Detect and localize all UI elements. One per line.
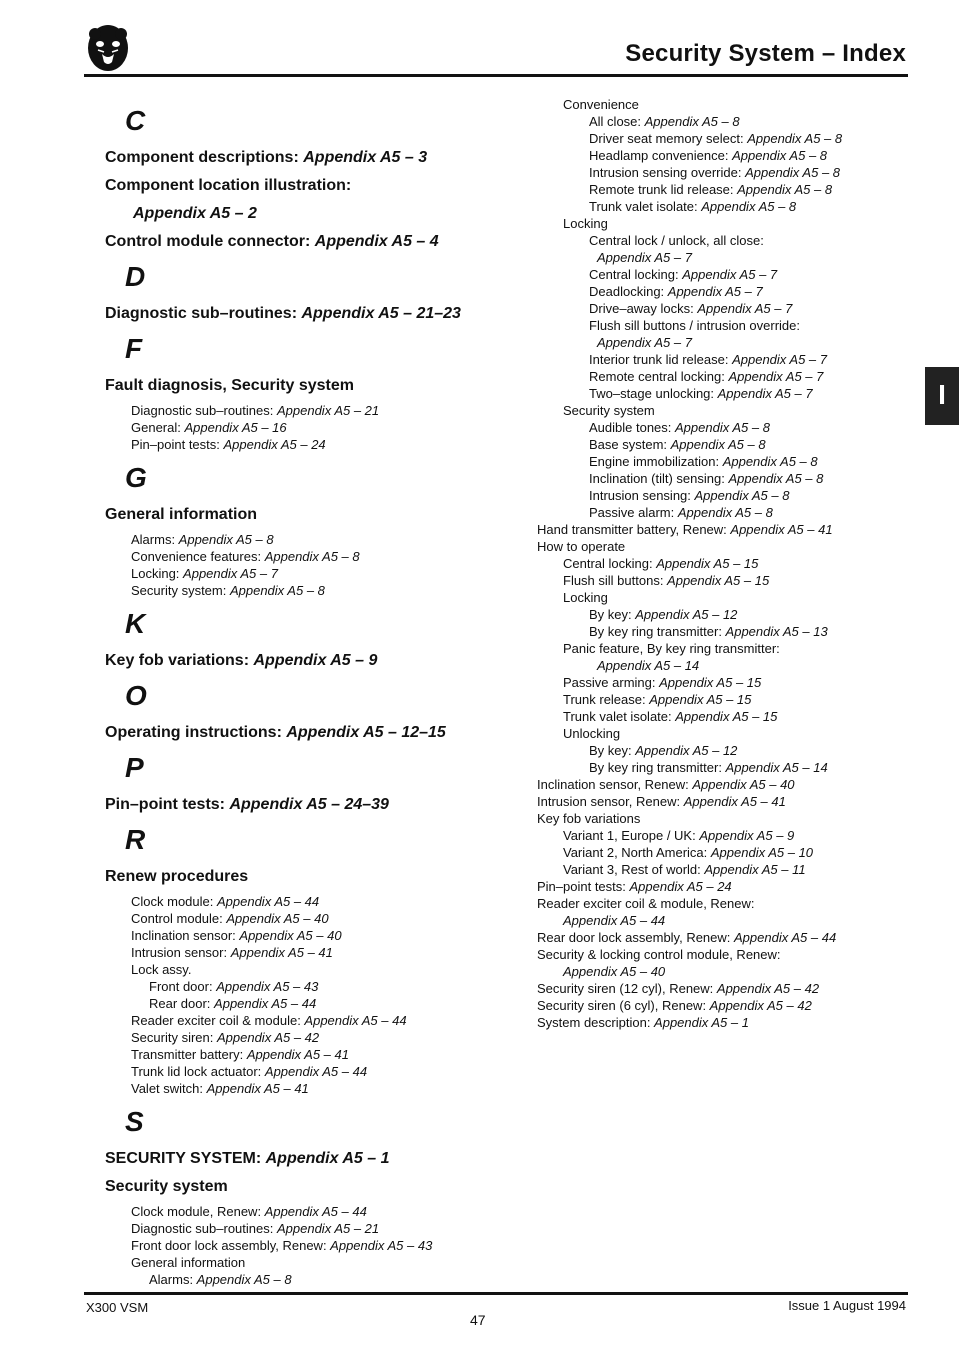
appendix-reference: Appendix A5 – 44 (216, 894, 320, 909)
section-tab-label: I (938, 379, 946, 410)
section-letter: F (125, 333, 143, 364)
entry-label: Intrusion sensor: (131, 945, 231, 960)
entry-label: Unlocking (563, 726, 621, 741)
entry-label: Variant 1, Europe / UK: (563, 828, 700, 843)
index-entry-level-2 (589, 759, 917, 776)
index-entry-level-2 (589, 198, 917, 215)
entry-label: Flush sill buttons / intrusion override: (589, 318, 800, 333)
entry-label: Central locking: (589, 267, 683, 282)
appendix-reference: Appendix A5 – 8 (737, 182, 833, 197)
section-tab-marker (925, 367, 959, 425)
appendix-reference: Appendix A5 – 9 (253, 652, 378, 669)
entry-label: Engine immobilization: (589, 454, 723, 469)
entry-label: Trunk lid lock actuator: (131, 1064, 265, 1079)
appendix-reference: Appendix A5 – 8 (675, 420, 770, 435)
appendix-reference: Appendix A5 – 8 (747, 131, 843, 146)
index-entry-level-1 (563, 725, 917, 742)
appendix-reference: Appendix A5 – 44 (563, 913, 666, 928)
appendix-reference: Appendix A5 – 15 (656, 556, 759, 571)
index-heading-entry (105, 795, 505, 815)
index-entry-level-2 (589, 164, 917, 181)
index-heading-entry (105, 867, 505, 887)
entry-label: Control module: (131, 911, 227, 926)
entry-label: Operating instructions: (105, 724, 287, 741)
appendix-reference: Appendix A5 – 41 (230, 945, 333, 960)
entry-label: Flush sill buttons: (563, 573, 668, 588)
entry-label: Hand transmitter battery, Renew: (537, 522, 731, 537)
index-entry-level-1 (563, 708, 917, 725)
index-left-column (105, 96, 505, 1288)
entry-label: Remote trunk lid release: (589, 182, 738, 197)
index-entry-level-1 (563, 691, 917, 708)
index-sub-sub-entry (149, 1271, 505, 1288)
entry-label: Security & locking control module, Renew: (537, 947, 781, 962)
entry-label: Trunk release: (563, 692, 650, 707)
index-entry-level-1 (563, 215, 917, 232)
entry-label: Pin–point tests: (105, 796, 230, 813)
appendix-reference: Appendix A5 – 42 (716, 981, 820, 996)
appendix-reference: Appendix A5 – 21–23 (301, 305, 461, 322)
entry-label: By key ring transmitter: (589, 624, 726, 639)
index-entry-level-0 (537, 1014, 917, 1031)
index-sub-entry (131, 1029, 505, 1046)
appendix-reference: Appendix A5 – 44 (734, 930, 837, 945)
appendix-reference: Appendix A5 – 15 (675, 709, 778, 724)
section-letter: G (125, 462, 147, 493)
index-entry-level-2 (589, 470, 917, 487)
entry-label: Inclination (tilt) sensing: (589, 471, 729, 486)
section-letter: O (125, 680, 147, 711)
index-sub-entry (131, 1254, 505, 1271)
entry-label: All close: (589, 114, 645, 129)
entry-label: Diagnostic sub–routines: (131, 1221, 277, 1236)
index-entry-level-2 (589, 487, 917, 504)
entry-label: Passive alarm: (589, 505, 678, 520)
appendix-reference: Appendix A5 – 43 (216, 979, 319, 994)
appendix-reference: Appendix A5 – 7 (697, 301, 793, 316)
section-letter: K (125, 608, 146, 639)
index-entry-level-1 (563, 861, 917, 878)
entry-label: Component location illustration: (105, 177, 352, 194)
entry-label: Locking (563, 216, 608, 231)
entry-label: Audible tones: (589, 420, 676, 435)
appendix-reference: Appendix A5 – 16 (184, 420, 287, 435)
entry-label: Central locking: (563, 556, 657, 571)
appendix-reference: Appendix A5 – 8 (745, 165, 841, 180)
appendix-reference: Appendix A5 – 15 (659, 675, 762, 690)
index-entry-level-1 (563, 640, 917, 657)
entry-label: Front door lock assembly, Renew: (131, 1238, 331, 1253)
entry-label: Convenience (563, 97, 639, 112)
index-sub-entry (131, 910, 505, 927)
entry-label: Locking: (131, 566, 184, 581)
entry-label: Locking (563, 590, 608, 605)
appendix-reference: Appendix A5 – 24–39 (229, 796, 389, 813)
index-right-column (537, 96, 917, 1031)
appendix-reference: Appendix A5 – 41 (206, 1081, 309, 1096)
entry-label: Rear door: (149, 996, 215, 1011)
entry-label: Intrusion sensing: (589, 488, 695, 503)
appendix-reference: Appendix A5 – 7 (597, 250, 692, 265)
section-letter: D (125, 261, 146, 292)
index-entry-level-2 (589, 130, 917, 147)
index-heading-entry (105, 232, 505, 252)
index-sub-sub-entry (149, 978, 505, 995)
entry-label: Security system (105, 1178, 228, 1195)
entry-label: Lock assy. (131, 962, 192, 977)
index-entry-level-3 (597, 657, 917, 674)
index-heading-entry (105, 505, 505, 525)
entry-label: Fault diagnosis, Security system (105, 377, 354, 394)
entry-label: Intrusion sensing override: (589, 165, 746, 180)
entry-label: Deadlocking: (589, 284, 668, 299)
entry-label: Clock module, Renew: (131, 1204, 265, 1219)
entry-label: Alarms: (131, 532, 179, 547)
index-entry-level-2 (589, 283, 917, 300)
entry-label: Variant 2, North America: (563, 845, 711, 860)
index-entry-level-0 (537, 538, 917, 555)
appendix-reference: Appendix A5 – 2 (133, 205, 257, 222)
appendix-reference: Appendix A5 – 7 (183, 566, 278, 581)
entry-label: Security siren: (131, 1030, 217, 1045)
entry-label: Passive arming: (563, 675, 660, 690)
entry-label: Key fob variations (537, 811, 641, 826)
index-heading-entry (105, 304, 505, 324)
index-entry-level-1 (563, 555, 917, 572)
footer-issue-date: Issue 1 August 1994 (788, 1298, 906, 1313)
index-sub-entry (131, 531, 505, 548)
appendix-reference: Appendix A5 – 21 (276, 403, 380, 418)
entry-label: Diagnostic sub–routines: (131, 403, 277, 418)
index-entry-level-0 (537, 878, 917, 895)
entry-label: Rear door lock assembly, Renew: (537, 930, 735, 945)
index-sub-sub-entry (149, 995, 505, 1012)
index-sub-entry (131, 893, 505, 910)
index-entry-level-2 (589, 742, 917, 759)
index-entry-level-2 (589, 351, 917, 368)
index-entry-level-1 (563, 844, 917, 861)
index-heading-entry (105, 1149, 505, 1169)
entry-label: Inclination sensor: (131, 928, 240, 943)
appendix-reference: Appendix A5 – 40 (563, 964, 666, 979)
entry-label: Drive–away locks: (589, 301, 698, 316)
section-letter: R (125, 824, 146, 855)
entry-label: Interior trunk lid release: (589, 352, 733, 367)
appendix-reference: Appendix A5 – 10 (710, 845, 814, 860)
index-entry-level-0 (537, 521, 917, 538)
entry-label: SECURITY SYSTEM: (105, 1150, 266, 1167)
entry-label: Base system: (589, 437, 671, 452)
appendix-reference: Appendix A5 – 12 (635, 607, 738, 622)
index-entry-level-3 (597, 249, 917, 266)
index-entry-level-0 (537, 810, 917, 827)
index-heading-entry (105, 1177, 505, 1197)
appendix-reference: Appendix A5 – 9 (699, 828, 795, 843)
index-sub-entry (131, 1220, 505, 1237)
appendix-reference: Appendix A5 – 44 (264, 1064, 368, 1079)
index-sub-entry (131, 1203, 505, 1220)
appendix-reference: Appendix A5 – 8 (178, 532, 274, 547)
entry-label: Diagnostic sub–routines: (105, 305, 302, 322)
entry-label: Intrusion sensor, Renew: (537, 794, 684, 809)
index-sub-entry (131, 927, 505, 944)
index-entry-level-2 (589, 453, 917, 470)
entry-label: Reader exciter coil & module, Renew: (537, 896, 755, 911)
index-entry-level-2 (589, 623, 917, 640)
index-entry-level-1 (563, 674, 917, 691)
entry-label: General information (105, 506, 258, 523)
index-entry-level-1 (563, 827, 917, 844)
index-entry-level-2 (589, 300, 917, 317)
appendix-reference: Appendix A5 – 8 (264, 549, 360, 564)
index-entry-level-1 (563, 572, 917, 589)
appendix-reference: Appendix A5 – 7 (682, 267, 778, 282)
appendix-reference: Appendix A5 – 8 (644, 114, 740, 129)
index-heading-entry (105, 376, 505, 396)
page-number: 47 (470, 1312, 486, 1328)
entry-label: Renew procedures (105, 868, 249, 885)
index-sub-entry (131, 1046, 505, 1063)
index-entry-level-2 (589, 232, 917, 249)
appendix-reference: Appendix A5 – 44 (214, 996, 317, 1011)
entry-label: Headlamp convenience: (589, 148, 733, 163)
entry-label: Security siren (12 cyl), Renew: (537, 981, 717, 996)
index-sub-entry (131, 961, 505, 978)
jaguar-head-logo-icon (84, 22, 132, 74)
entry-label: Trunk valet isolate: (563, 709, 676, 724)
appendix-reference: Appendix A5 – 14 (725, 760, 828, 775)
index-entry-level-0 (537, 980, 917, 997)
index-entry-level-2 (589, 606, 917, 623)
footer-doc-code: X300 VSM (86, 1300, 149, 1315)
index-entry-level-2 (589, 147, 917, 164)
index-sub-entry (131, 1237, 505, 1254)
appendix-reference: Appendix A5 – 40 (239, 928, 342, 943)
appendix-reference: Appendix A5 – 8 (229, 583, 325, 598)
entry-label: Pin–point tests: (537, 879, 630, 894)
header-rule (84, 74, 908, 77)
index-entry-level-0 (537, 895, 917, 912)
appendix-reference: Appendix A5 – 3 (303, 149, 428, 166)
entry-label: Security system (563, 403, 655, 418)
index-entry-level-1 (563, 402, 917, 419)
index-entry-level-4 (563, 912, 917, 929)
index-heading-entry (105, 723, 505, 743)
appendix-reference: Appendix A5 – 7 (732, 352, 828, 367)
appendix-reference: Appendix A5 – 8 (694, 488, 790, 503)
appendix-reference: Appendix A5 – 8 (728, 471, 824, 486)
entry-label: Control module connector: (105, 233, 315, 250)
entry-label: Security system: (131, 583, 230, 598)
appendix-reference: Appendix A5 – 8 (670, 437, 766, 452)
index-sub-entry (131, 1080, 505, 1097)
index-entry-level-4 (563, 963, 917, 980)
appendix-reference: Appendix A5 – 8 (701, 199, 797, 214)
footer-rule (84, 1292, 908, 1295)
entry-label: Reader exciter coil & module: (131, 1013, 305, 1028)
entry-label: Two–stage unlocking: (589, 386, 718, 401)
appendix-reference: Appendix A5 – 21 (276, 1221, 380, 1236)
entry-label: Alarms: (149, 1272, 197, 1287)
appendix-reference: Appendix A5 – 41 (683, 794, 786, 809)
section-letter: P (125, 752, 144, 783)
index-sub-entry (131, 944, 505, 961)
entry-label: Convenience features: (131, 549, 265, 564)
entry-label: Driver seat memory select: (589, 131, 748, 146)
appendix-reference: Appendix A5 – 15 (667, 573, 770, 588)
appendix-reference: Appendix A5 – 44 (264, 1204, 367, 1219)
appendix-reference: Appendix A5 – 41 (246, 1047, 349, 1062)
entry-label: By key ring transmitter: (589, 760, 726, 775)
appendix-reference: Appendix A5 – 13 (725, 624, 828, 639)
entry-label: Pin–point tests: (131, 437, 224, 452)
index-entry-level-0 (537, 776, 917, 793)
entry-label: General information (131, 1255, 246, 1270)
appendix-reference: Appendix A5 – 43 (330, 1238, 433, 1253)
entry-label: Clock module: (131, 894, 217, 909)
appendix-reference: Appendix A5 – 8 (722, 454, 818, 469)
entry-label: Central lock / unlock, all close: (589, 233, 764, 248)
entry-label: By key: (589, 607, 636, 622)
appendix-reference: Appendix A5 – 8 (677, 505, 773, 520)
section-letter: S (125, 1106, 144, 1137)
index-sub-entry (131, 1063, 505, 1080)
appendix-reference: Appendix A5 – 15 (649, 692, 752, 707)
appendix-reference: Appendix A5 – 41 (730, 522, 833, 537)
index-entry-level-0 (537, 997, 917, 1014)
entry-label: By key: (589, 743, 636, 758)
index-entry-level-0 (537, 929, 917, 946)
entry-label: Security siren (6 cyl), Renew: (537, 998, 710, 1013)
index-entry-level-1 (563, 589, 917, 606)
entry-label: Trunk valet isolate: (589, 199, 702, 214)
index-heading-continuation (133, 204, 505, 224)
appendix-reference: Appendix A5 – 42 (216, 1030, 320, 1045)
appendix-reference: Appendix A5 – 42 (709, 998, 812, 1013)
appendix-reference: Appendix A5 – 7 (597, 335, 692, 350)
index-entry-level-3 (597, 334, 917, 351)
index-entry-level-2 (589, 385, 917, 402)
appendix-reference: Appendix A5 – 40 (226, 911, 329, 926)
appendix-reference: Appendix A5 – 24 (223, 437, 326, 452)
index-sub-entry (131, 1012, 505, 1029)
entry-label: Variant 3, Rest of world: (563, 862, 705, 877)
entry-label: Transmitter battery: (131, 1047, 247, 1062)
appendix-reference: Appendix A5 – 4 (314, 233, 439, 250)
appendix-reference: Appendix A5 – 12–15 (286, 724, 446, 741)
appendix-reference: Appendix A5 – 8 (196, 1272, 292, 1287)
entry-label: Valet switch: (131, 1081, 207, 1096)
entry-label: Key fob variations: (105, 652, 254, 669)
index-sub-entry (131, 436, 505, 453)
entry-label: Panic feature, By key ring transmitter: (563, 641, 780, 656)
appendix-reference: Appendix A5 – 7 (717, 386, 813, 401)
index-entry-level-2 (589, 317, 917, 334)
appendix-reference: Appendix A5 – 1 (265, 1150, 390, 1167)
section-letter: C (125, 105, 146, 136)
index-sub-entry (131, 402, 505, 419)
page-title: Security System – Index (625, 40, 906, 67)
appendix-reference: Appendix A5 – 7 (728, 369, 824, 384)
index-sub-entry (131, 565, 505, 582)
index-sub-entry (131, 548, 505, 565)
index-entry-level-2 (589, 181, 917, 198)
appendix-reference: Appendix A5 – 11 (704, 862, 806, 877)
entry-label: Component descriptions: (105, 149, 304, 166)
appendix-reference: Appendix A5 – 8 (732, 148, 828, 163)
entry-label: Inclination sensor, Renew: (537, 777, 693, 792)
index-entry-level-1 (563, 96, 917, 113)
index-heading-entry (105, 176, 505, 196)
index-entry-level-0 (537, 946, 917, 963)
index-heading-entry (105, 651, 505, 671)
appendix-reference: Appendix A5 – 24 (629, 879, 732, 894)
appendix-reference: Appendix A5 – 40 (692, 777, 795, 792)
entry-label: How to operate (537, 539, 626, 554)
appendix-reference: Appendix A5 – 14 (597, 658, 700, 673)
entry-label: Front door: (149, 979, 217, 994)
entry-label: System description: (537, 1015, 655, 1030)
appendix-reference: Appendix A5 – 44 (304, 1013, 407, 1028)
index-entry-level-2 (589, 419, 917, 436)
index-sub-entry (131, 582, 505, 599)
index-entry-level-2 (589, 266, 917, 283)
appendix-reference: Appendix A5 – 1 (654, 1015, 749, 1030)
index-sub-entry (131, 419, 505, 436)
entry-label: General: (131, 420, 185, 435)
entry-label: Remote central locking: (589, 369, 729, 384)
appendix-reference: Appendix A5 – 12 (635, 743, 738, 758)
index-entry-level-2 (589, 113, 917, 130)
index-heading-entry (105, 148, 505, 168)
index-entry-level-2 (589, 504, 917, 521)
appendix-reference: Appendix A5 – 7 (667, 284, 763, 299)
index-entry-level-0 (537, 793, 917, 810)
index-entry-level-2 (589, 436, 917, 453)
index-entry-level-2 (589, 368, 917, 385)
